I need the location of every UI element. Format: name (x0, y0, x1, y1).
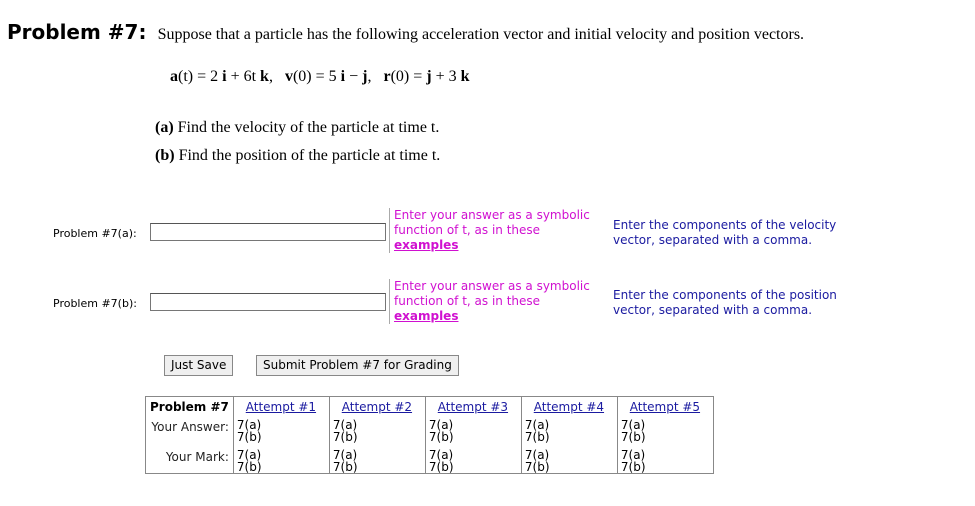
answer-a-note: Enter the components of the velocity vector, separated with a comma. (613, 218, 837, 247)
answer-1-a: 7(a) (236, 418, 262, 432)
answer-cell-5 (617, 419, 713, 443)
mark-4-b: 7(b) (524, 460, 550, 474)
your-mark-row (146, 449, 714, 474)
mark-4-a: 7(a) (524, 448, 550, 462)
answer-b-hint-text: Enter your answer as a symbolic function of t, as in these (394, 279, 590, 308)
answer-4-a: 7(a) (524, 418, 550, 432)
formula-i: i (222, 68, 227, 85)
formula-sep-v: , (367, 68, 372, 85)
formula-v: v (284, 68, 293, 85)
answer-5-b: 7(b) (620, 430, 646, 444)
mark-cell-1 (233, 449, 329, 474)
answer-cell-2 (329, 419, 425, 443)
answer-2-b: 7(b) (332, 430, 358, 444)
answer-4-b: 7(b) (524, 430, 550, 444)
part-b-label: (b) (155, 147, 175, 164)
submit-problem-button[interactable]: Submit Problem #7 for Grading (256, 355, 459, 376)
formula-j-2: j (426, 68, 432, 85)
answer-5-a: 7(a) (620, 418, 646, 432)
answer-a-hint-text: Enter your answer as a symbolic function of t, as in these (394, 208, 590, 237)
attempts-table (145, 396, 714, 474)
mark-5-a: 7(a) (620, 448, 646, 462)
formula-j: j (362, 68, 368, 85)
given-vectors-formula (170, 68, 470, 86)
answer-cell-4 (521, 419, 617, 443)
your-answer-label: Your Answer: (151, 420, 229, 434)
formula-v-arg: (0) = 5 (292, 68, 337, 85)
part-a-label: (a) (155, 119, 174, 136)
answer-b-note: Enter the components of the position vector, separated with a comma. (613, 288, 837, 317)
formula-k-2: k (460, 68, 470, 85)
answer-a-examples-link[interactable]: examples (394, 238, 459, 252)
problem-header (7, 20, 804, 44)
answer-b-hint (389, 279, 599, 324)
answer-cell-1 (233, 419, 329, 443)
answer-2-a: 7(a) (332, 418, 358, 432)
mark-3-b: 7(b) (428, 460, 454, 474)
attempts-table-header: Problem #7 (150, 400, 229, 414)
part-a-text: Find the velocity of the particle at time t. (177, 119, 440, 136)
just-save-button[interactable]: Just Save (164, 355, 233, 376)
part-b-question (155, 147, 440, 165)
mark-cell-4 (521, 449, 617, 474)
answer-a-input[interactable] (150, 223, 386, 241)
mark-cell-3 (425, 449, 521, 474)
part-b-text: Find the position of the particle at time t. (178, 147, 441, 164)
formula-k: k (260, 68, 269, 85)
formula-r-arg: (0) = (390, 68, 427, 85)
mark-1-b: 7(b) (236, 460, 262, 474)
answer-3-a: 7(a) (428, 418, 454, 432)
answer-cell-3 (425, 419, 521, 443)
answer-a-hint (389, 208, 599, 253)
answer-a-label: Problem #7(a): (53, 227, 137, 240)
attempt-5-link[interactable]: Attempt #5 (629, 400, 701, 414)
attempt-2-link[interactable]: Attempt #2 (341, 400, 413, 414)
attempt-1-link[interactable]: Attempt #1 (245, 400, 317, 414)
mark-3-a: 7(a) (428, 448, 454, 462)
problem-title: Problem #7: (7, 20, 147, 44)
mark-2-a: 7(a) (332, 448, 358, 462)
attempt-4-link[interactable]: Attempt #4 (533, 400, 605, 414)
formula-i-2: i (340, 68, 346, 85)
attempt-3-link[interactable]: Attempt #3 (437, 400, 509, 414)
mark-cell-5 (617, 449, 713, 474)
problem-statement: Suppose that a particle has the following acceleration vector and initial velocity and position vectors. (157, 26, 805, 43)
answer-b-examples-link[interactable]: examples (394, 309, 459, 323)
answer-b-label: Problem #7(b): (53, 297, 137, 310)
your-mark-label: Your Mark: (165, 450, 229, 464)
mark-2-b: 7(b) (332, 460, 358, 474)
formula-sep-a: , (268, 68, 273, 85)
mark-1-a: 7(a) (236, 448, 262, 462)
formula-minus: − (345, 68, 363, 85)
formula-plus-3: + 3 (431, 68, 457, 85)
answer-1-b: 7(b) (236, 430, 262, 444)
part-a-question (155, 119, 439, 137)
mark-cell-2 (329, 449, 425, 474)
answer-3-b: 7(b) (428, 430, 454, 444)
mark-5-b: 7(b) (620, 460, 646, 474)
formula-a-arg: (t) = 2 (178, 68, 219, 85)
formula-a-plus: + 6t (226, 68, 261, 85)
formula-a: a (170, 68, 178, 85)
answer-b-input[interactable] (150, 293, 386, 311)
formula-r: r (383, 68, 391, 85)
your-answer-row (146, 419, 714, 443)
